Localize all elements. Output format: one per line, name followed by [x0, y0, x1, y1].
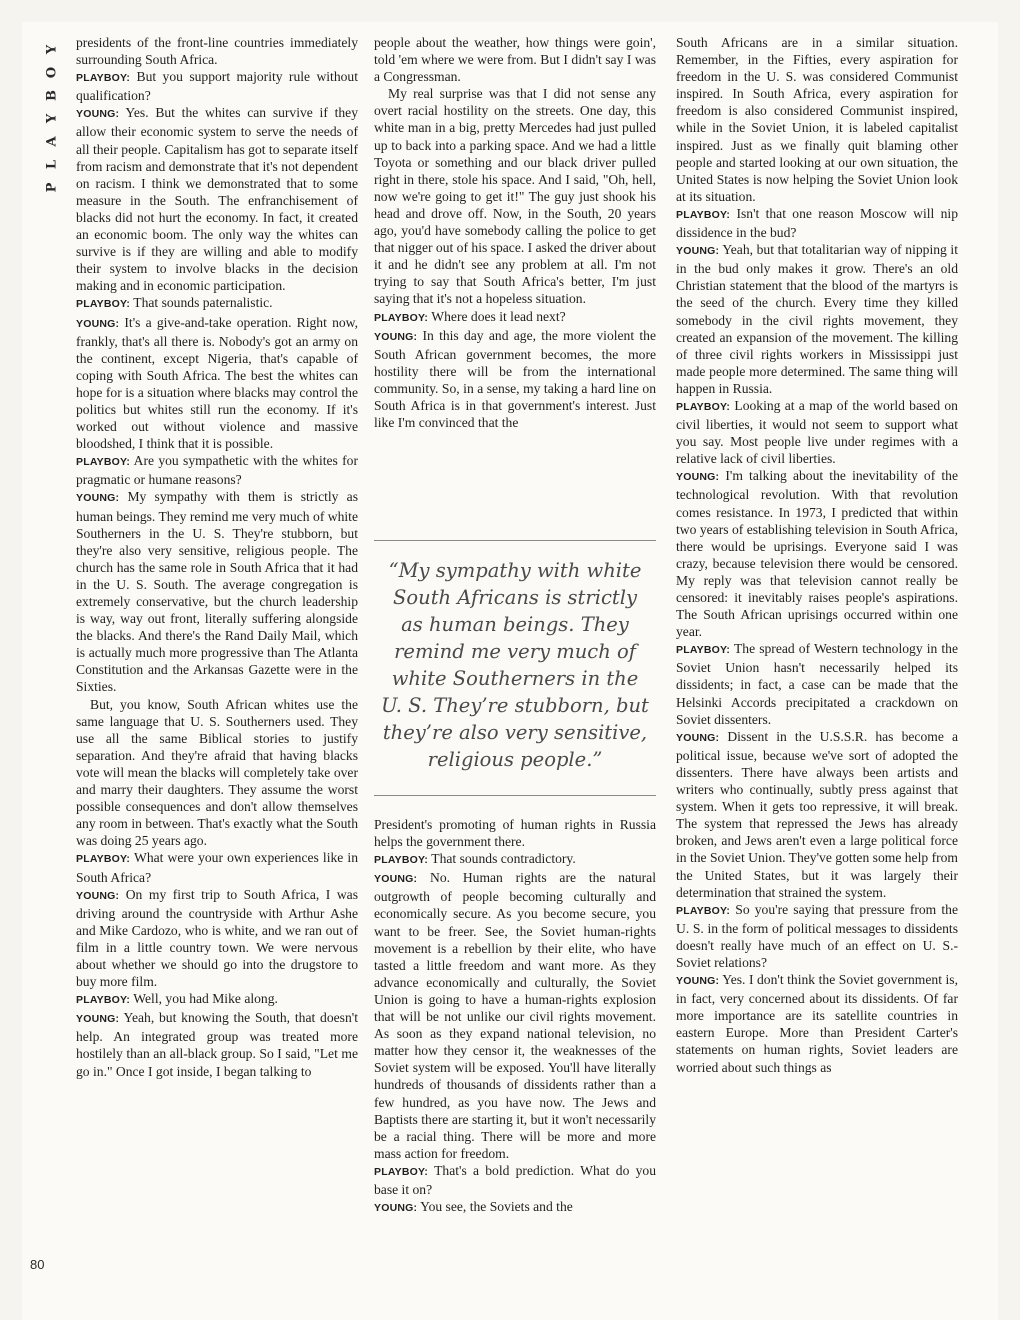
paragraph-text: Yes. But the whites can survive if they allow their economic system to serve the needs of all their people. Capitalism has got to separate itself from racism and demonstrate that it's not dependent on racism. I think we demonstrated that to some measure in the South. The enfranchisement of blacks did not hurt the economy. In fact, it created an economic boom. The only way the whites can survive is if they are willing and able to modify their system to involve blacks in the decision making and in economic participation. [76, 105, 358, 294]
speaker-label: YOUNG: [676, 731, 720, 744]
masthead-playboy [42, 30, 62, 193]
paragraph-text: What were your own experiences like in South Africa? [76, 850, 358, 885]
speaker-label: YOUNG: [676, 975, 720, 988]
paragraph-text: That sounds contradictory. [431, 851, 576, 867]
interview-paragraph [76, 34, 358, 68]
interview-paragraph [676, 971, 958, 1076]
interview-paragraph [76, 294, 358, 313]
speaker-label: PLAYBOY: [676, 644, 731, 657]
paragraph-text: The spread of Western technology in the Soviet Union hasn't necessarily helped its dissidents; in fact, a case can be made that the Helsinki Accords precipitated a crackdown on Soviet dissenters. [676, 641, 958, 727]
masthead-letter: Y [44, 44, 60, 55]
column-2-bottom [374, 816, 656, 1217]
paragraph-text: I'm talking about the inevitability of the technological revolution. With that revolution comes resistance. In 1973, I predicted that within two years of establishing television in South Africa, there would be uprisings. Everyone said I was crazy, because television there would be censored. My reply was that television cannot really be censored: it inevitably raises people's aspirations. The South African uprisings occurred within one year. [676, 468, 958, 640]
interview-paragraph [676, 728, 958, 901]
interview-paragraph [676, 901, 958, 971]
interview-paragraph [676, 241, 958, 397]
interview-paragraph [76, 1009, 358, 1079]
paragraph-text: Are you sympathetic with the whites for pragmatic or humane reasons? [76, 453, 358, 488]
interview-paragraph [76, 104, 358, 294]
paragraph-text: Isn't that one reason Moscow will nip dissidence in the bud? [676, 205, 959, 241]
speaker-label: YOUNG: [76, 889, 120, 902]
speaker-label: PLAYBOY: [76, 72, 131, 85]
speaker-label: YOUNG: [76, 317, 120, 330]
speaker-label: PLAYBOY: [76, 994, 131, 1007]
pull-quote: “My sympathy with white South Africans is strictly as human beings. They remind me very much of white Southerners in the U. S. They’re stubborn, but they’re also very sensitive, religious people.” [374, 540, 656, 796]
paragraph-text: Looking at a map of the world based on civil liberties, it would not seem to support what you say. Most people live under regimes with a relative lack of civil liberties. [676, 397, 958, 467]
speaker-label: PLAYBOY: [676, 400, 731, 413]
interview-paragraph [374, 816, 656, 850]
masthead-letter: B [44, 90, 60, 101]
paragraph-text: My real surprise was that I did not sense any overt racial hostility on the streets. One day, this white man in a big, pretty Mercedes had just pulled up to back into a parking space. And we had a little Toyota or something and our black driver pulled right in there, stole his space. And I said, "Oh, hell, now we're going to get it!" The guy just shook his head and drove off. Now, in the South, 20 years ago, you'd have somebody calling the police to get that nigger out of his space. I asked the driver about it and he didn't see any problem at all. I'm not trying to say that South Africa's better, I'm just saying that it's not a hopeless situation. [374, 86, 656, 307]
interview-paragraph [676, 205, 958, 241]
speaker-label: PLAYBOY: [374, 854, 429, 867]
interview-paragraph [374, 327, 656, 432]
paragraph-text: people about the weather, how things were goin', told 'em where we were from. But I didn't say I was a Congressman. [374, 35, 656, 85]
column-1 [76, 34, 358, 1080]
paragraph-text: But you support majority rule without qualification? [76, 69, 358, 104]
speaker-label: YOUNG: [676, 471, 720, 484]
speaker-label: PLAYBOY: [374, 1165, 429, 1178]
paragraph-text: But, you know, South African whites use the same language that U. S. Southerners used. They use all the same Biblical stories to justify separation. And they're afraid that having blacks vote will mean the blacks will completely take over and marry their daughters. They assume the worst possible consequences and don't allow themselves any room in between. That's exactly what the South was doing 25 years ago. [76, 696, 358, 849]
interview-paragraph [374, 85, 656, 307]
speaker-label: YOUNG: [76, 492, 120, 505]
column-2-top [374, 34, 656, 431]
paragraph-text: Yes. I don't think the Soviet government is, in fact, very concerned about its dissidents. Of far more importance are its satellite countries in eastern Europe. More than President Carter's statements on human rights, Soviet leaders are worried about such things as [676, 972, 958, 1075]
paragraph-text: In this day and age, the more violent the South African government becomes, the more hostility there will be from the international community. So, in a sense, my taking a hard line on South Africa is in that government's interest. Just like I'm convinced that the [374, 327, 656, 431]
paragraph-text: Yeah, but knowing the South, that doesn't help. An integrated group was treated more hostilely than an all-black group. So I said, "Let me go in." Once I got inside, I began talking to [76, 1010, 358, 1079]
interview-paragraph [676, 34, 958, 205]
masthead-letter: Y [44, 113, 60, 124]
paragraph-text: Yeah, but that totalitarian way of nipping it in the bud only makes it grow. There's an old Christian statement that the blood of the martyrs is the seed of the church. Every time they killed somebody in the civil rights movement, they created an expansion of the movement. The killing of three civil rights workers in Mississippi just made people more determined. The same thing will happen in Russia. [676, 242, 958, 396]
speaker-label: YOUNG: [374, 873, 418, 886]
interview-paragraph [374, 1198, 656, 1217]
speaker-label: PLAYBOY: [676, 904, 731, 917]
speaker-label: YOUNG: [76, 1013, 120, 1026]
interview-paragraph [76, 314, 358, 453]
interview-paragraph [76, 886, 358, 991]
paragraph-text: President's promoting of human rights in Russia helps the government there. [374, 817, 656, 850]
speaker-label: YOUNG: [676, 245, 720, 258]
interview-paragraph [76, 696, 358, 850]
interview-paragraph [76, 68, 358, 104]
interview-paragraph [374, 34, 656, 85]
paragraph-text: South Africans are in a similar situation. Remember, in the Fifties, every aspiration for freedom in the U. S. was considered Communist inspired. In South Africa, every aspiration for freedom is also considered Communist inspired, while in the Soviet Union, it is labeled capitalist inspired. Just as we finally quit blaming other people and started looking at our own situation, the United States is now helping the Soviet Union look at its situation. [676, 35, 958, 204]
interview-paragraph [374, 1162, 656, 1198]
paragraph-text: No. Human rights are the natural outgrowth of people becoming culturally and economically secure. As you become secure, you want to be freer. See, the Soviet human-rights movement is a rebellion by their elite, who have tasted a little freedom and want more. As they advance economically and culturally, the Soviet Union is going to have a human-rights explosion that will be not unlike our civil rights movement. As soon as they expand national television, no matter how they censor it, the weaknesses of the Soviet system will be exposed. You'll have literally hundreds of thousands of dissidents rather than a few hundred, as you have now. The Jews and Baptists there are starting it, but it won't necessarily be a racial thing. There will be more and more mass action for freedom. [374, 870, 656, 1161]
interview-paragraph [676, 397, 958, 467]
interview-paragraph [76, 990, 358, 1009]
paragraph-text: That's a bold prediction. What do you base it on? [374, 1162, 656, 1197]
speaker-label: YOUNG: [374, 1202, 418, 1215]
speaker-label: PLAYBOY: [374, 311, 429, 324]
speaker-label: PLAYBOY: [76, 853, 131, 866]
interview-paragraph [676, 467, 958, 640]
paragraph-text: You see, the Soviets and the [420, 1199, 573, 1215]
speaker-label: PLAYBOY: [676, 208, 731, 221]
interview-paragraph [374, 850, 656, 869]
interview-paragraph [76, 488, 358, 695]
paragraph-text: It's a give-and-take operation. Right now, frankly, that's all there is. Nobody's got an army on the continent, except Nigeria, that's capable of coping with South Africa. The best the whites can hope for is a situation where blacks may control the politics but whites still run the economy. If it's worked out without violence and massive bloodshed, I think that it is possible. [76, 314, 358, 452]
interview-paragraph [76, 849, 358, 885]
paragraph-text: On my first trip to South Africa, I was driving around the countryside with Arthur Ashe and Mike Cardozo, who is white, and we ran out of film in a little country town. We were nervous about whether we should go into the drugstore to buy more film. [76, 886, 358, 990]
interview-paragraph [374, 869, 656, 1162]
paragraph-text: Dissent in the U.S.S.R. has become a political issue, because we've sort of adopted the dissenters. There have always been artists and writers who continually, subtly press against that system. When it gets too repressive, it will break. The system that repressed the Jews has already broken, and Jews aren't even a large political force in the Soviet Union. They've gotten some help from the United States, but it was largely their determination that strained the system. [676, 728, 959, 900]
speaker-label: YOUNG: [76, 108, 120, 121]
paragraph-text: So you're saying that pressure from the U. S. in the form of political messages to dissidents doesn't really have much of an effect on U. S.-Soviet relations? [676, 901, 958, 970]
speaker-label: PLAYBOY: [76, 456, 131, 469]
interview-paragraph [374, 308, 656, 327]
paragraph-text: presidents of the front-line countries immediately surrounding South Africa. [76, 35, 358, 68]
interview-paragraph [76, 452, 358, 488]
paragraph-text: Well, you had Mike along. [133, 991, 278, 1007]
interview-paragraph [676, 640, 958, 727]
speaker-label: PLAYBOY: [76, 298, 131, 311]
masthead-letter: O [44, 66, 60, 79]
masthead-letter: L [44, 159, 60, 170]
paragraph-text: That sounds paternalistic. [133, 295, 273, 311]
paragraph-text: Where does it lead next? [431, 308, 566, 324]
paragraph-text: My sympathy with them is strictly as human beings. They remind me very much of white Southerners in the U. S. They're stubborn, but they're also very sensitive, religious people. The church has the same role in South Africa that it had in the U. S. South. The average congregation is extremely conservative, but the church leadership is way, way out front, literally suffering alongside the blacks. And there's the Rand Daily Mail, which is actually much more progressive than The Atlanta Constitution and the Arkansas Gazette were in the Sixties. [76, 489, 358, 695]
page-number: 80 [30, 1257, 45, 1272]
speaker-label: YOUNG: [374, 330, 418, 343]
column-3 [676, 34, 958, 1076]
masthead-letter: P [44, 182, 60, 193]
masthead-letter: A [44, 136, 60, 147]
